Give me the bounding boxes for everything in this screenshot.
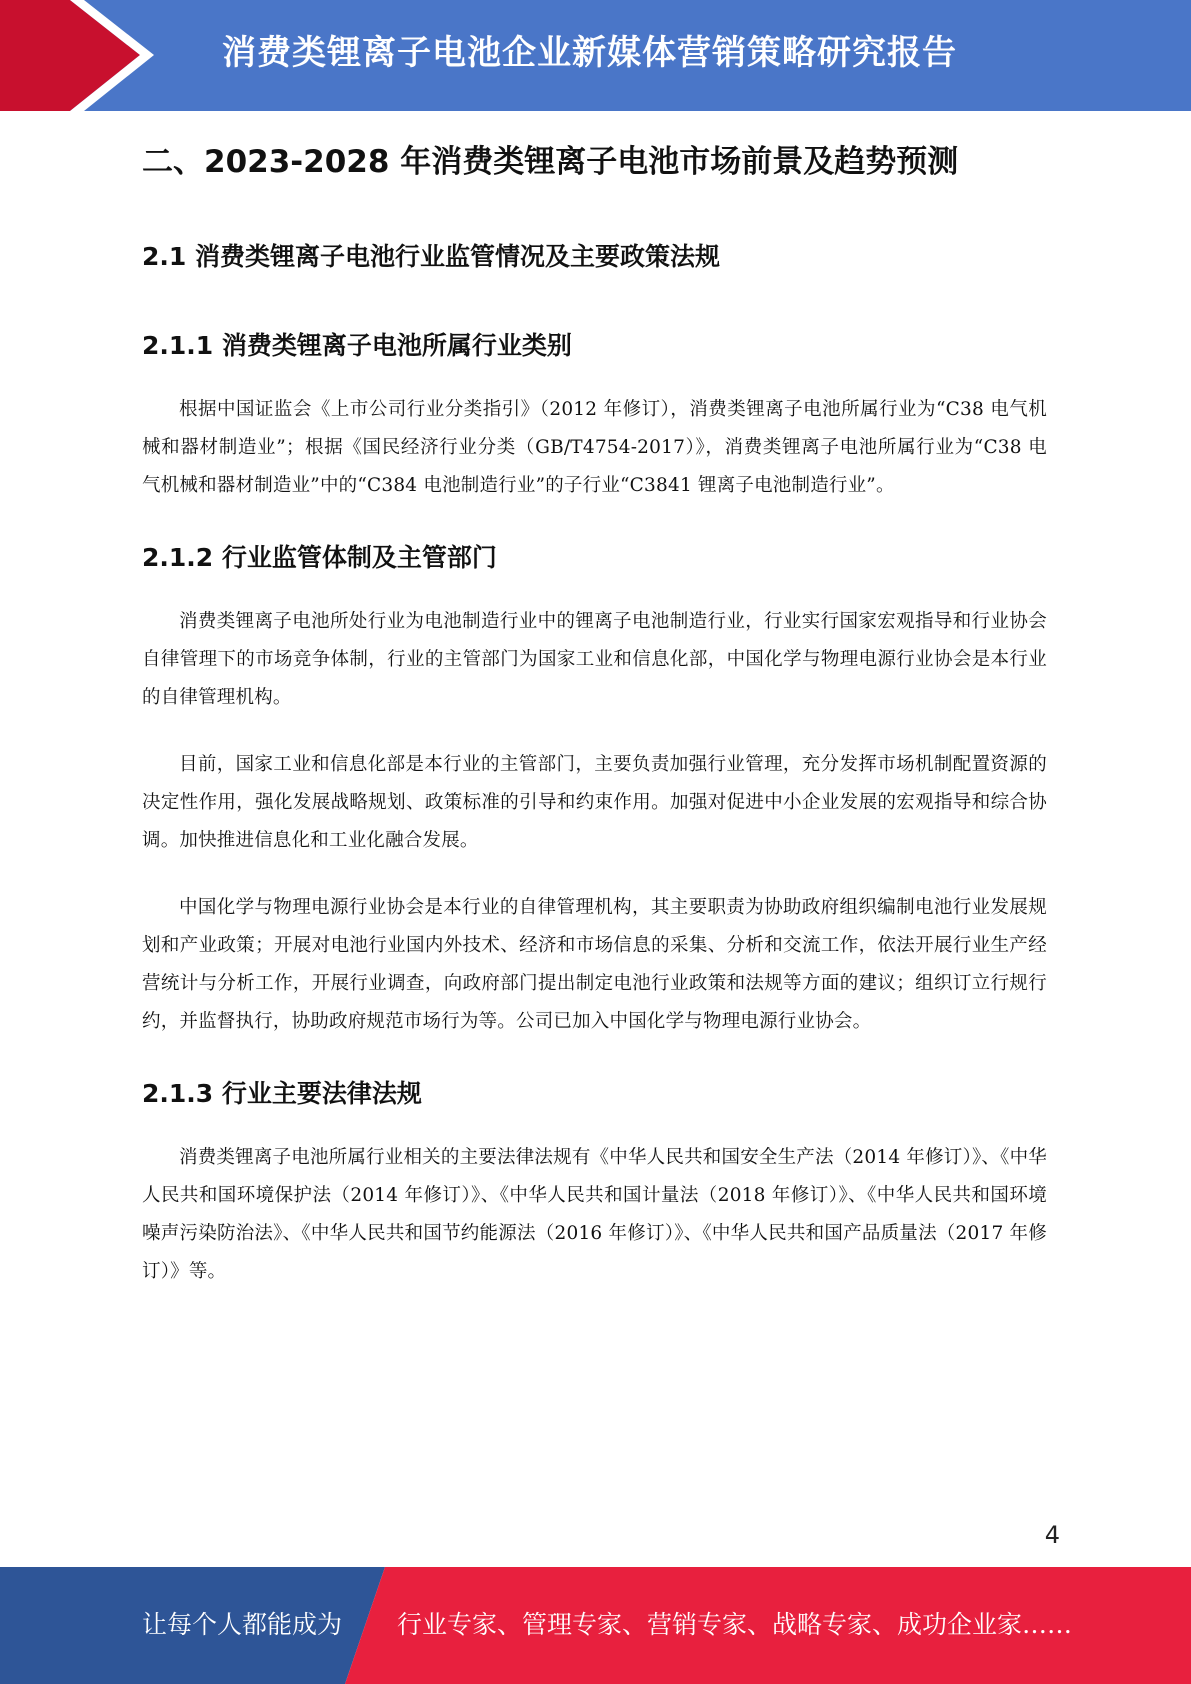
heading-2-1-2: 2.1.2 行业监管体制及主管部门 [142,543,497,572]
paragraph-industry-category: 根据中国证监会《上市公司行业分类指引》（2012 年修订），消费类锂离子电池所属行业为“C38 电气机械和器材制造业”；根据《国民经济行业分类（GB/T4754-2017）》，消费类锂离子电池所属行业为“C38 电气机械和器材制造业”中的“C384 电池制造行业”的子行业“C3841 锂离子电池制造行业”。 [142,399,1047,496]
paragraph-ministry-role: 目前，国家工业和信息化部是本行业的主管部门，主要负责加强行业管理，充分发挥市场机制配置资源的决定性作用，强化发展战略规划、政策标准的引导和约束作用。加强对促进中小企业发展的宏观指导和综合协调。加快推进信息化和工业化融合发展。 [142,754,1047,851]
document-body [142,132,1047,1320]
footer-slogan-right: 行业专家、管理专家、营销专家、战略专家、成功企业家…… [397,1610,1073,1639]
chevron-arrow-icon [0,0,160,111]
footer-banner [0,1567,1191,1684]
paragraph-regulatory-system: 消费类锂离子电池所处行业为电池制造行业中的锂离子电池制造行业，行业实行国家宏观指导和行业协会自律管理下的市场竞争体制，行业的主管部门为国家工业和信息化部，中国化学与物理电源行业协会是本行业的自律管理机构。 [142,611,1047,708]
page-number: 4 [1044,1521,1060,1549]
heading-2-1-3: 2.1.3 行业主要法律法规 [142,1079,422,1108]
report-title: 消费类锂离子电池企业新媒体营销策略研究报告 [222,33,957,73]
paragraph-association-role: 中国化学与物理电源行业协会是本行业的自律管理机构，其主要职责为协助政府组织编制电池行业发展规划和产业政策；开展对电池行业国内外技术、经济和市场信息的采集、分析和交流工作，依法开展行业生产经营统计与分析工作，开展行业调查，向政府部门提出制定电池行业政策和法规等方面的建议；组织订立行规行约，并监督执行，协助政府规范市场行为等。公司已加入中国化学与物理电源行业协会。 [142,897,1047,1032]
paragraph-laws-regulations: 消费类锂离子电池所属行业相关的主要法律法规有《中华人民共和国安全生产法（2014 年修订）》、《中华人民共和国环境保护法（2014 年修订）》、《中华人民共和国计量法（2018 年修订）》、《中华人民共和国环境噪声污染防治法》、《中华人民共和国节约能源法（2016 年修订）》、《中华人民共和国产品质量法（2017 年修订）》等。 [142,1147,1047,1282]
footer-slogan-left: 让每个人都能成为 [142,1610,343,1639]
section-heading: 二、2023-2028 年消费类锂离子电池市场前景及趋势预测 [142,144,959,180]
header-banner [0,0,1191,111]
subsection-heading: 2.1 消费类锂离子电池行业监管情况及主要政策法规 [142,242,720,271]
heading-2-1-1: 2.1.1 消费类锂离子电池所属行业类别 [142,331,572,360]
